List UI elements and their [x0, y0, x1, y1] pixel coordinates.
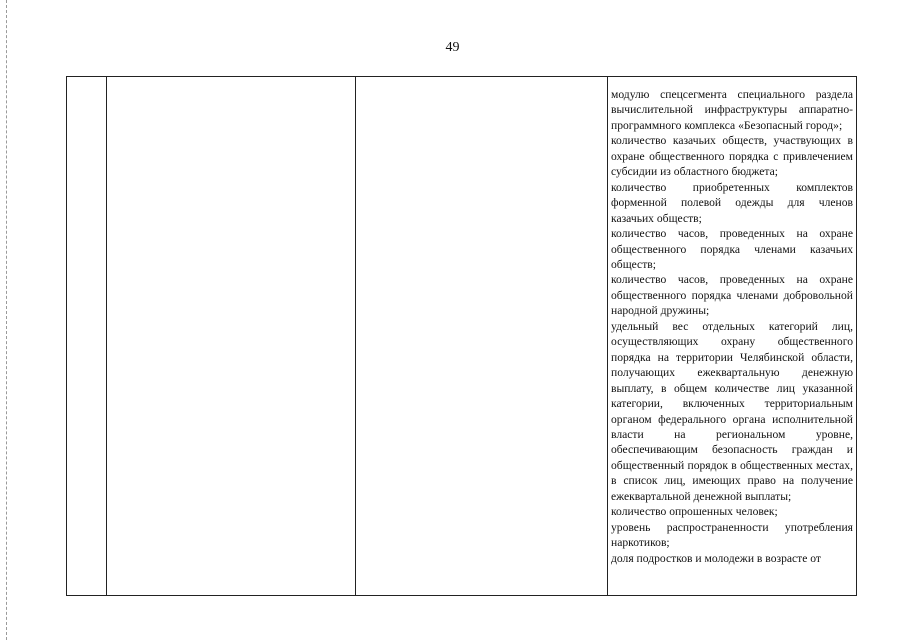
table-cell-number — [67, 77, 107, 596]
page-number: 49 — [445, 40, 460, 55]
indicator-paragraph: доля подростков и молодежи в возрасте от — [611, 551, 821, 565]
indicator-paragraph: количество казачьих обществ, участвующих в охране общественного порядка с привлечением субсидии из областного бюджета; — [611, 134, 853, 179]
indicator-paragraph: уровень распространенности употребления наркотиков; — [611, 520, 853, 550]
indicators-text — [608, 77, 856, 566]
indicator-paragraph: количество приобретенных комплектов форменной полевой одежды для членов казачьих обществ; — [611, 180, 853, 225]
table-cell-name — [107, 77, 356, 596]
table-cell-indicators — [608, 77, 857, 596]
indicator-paragraph: количество часов, проведенных на охране общественного порядка членами казачьих обществ; — [611, 227, 853, 271]
indicator-paragraph: количество опрошенных человек; — [611, 505, 778, 519]
indicator-paragraph: количество часов, проведенных на охране общественного порядка членами добровольной народной дружины; — [611, 273, 853, 318]
page-left-edge — [6, 0, 7, 640]
table-row — [67, 77, 857, 596]
indicator-paragraph: модулю спецсегмента специального раздела вычислительной инфраструктуры аппаратно-программного комплекса «Безопасный город»; — [611, 88, 853, 132]
document-table — [66, 76, 857, 596]
table-cell-description — [356, 77, 608, 596]
indicator-paragraph: удельный вес отдельных категорий лиц, осуществляющих охрану общественного порядка на территории Челябинской области, получающих ежеквартальную денежную выплату, в общем количестве лиц указанной категории, включенных территориальным органом федерального органа исполнительной власти на региональном уровне, обеспечивающим безопасность граждан и общественный порядок в общественных местах, в список лиц, имеющих право на получение ежеквартальной денежной выплаты; — [611, 319, 853, 503]
